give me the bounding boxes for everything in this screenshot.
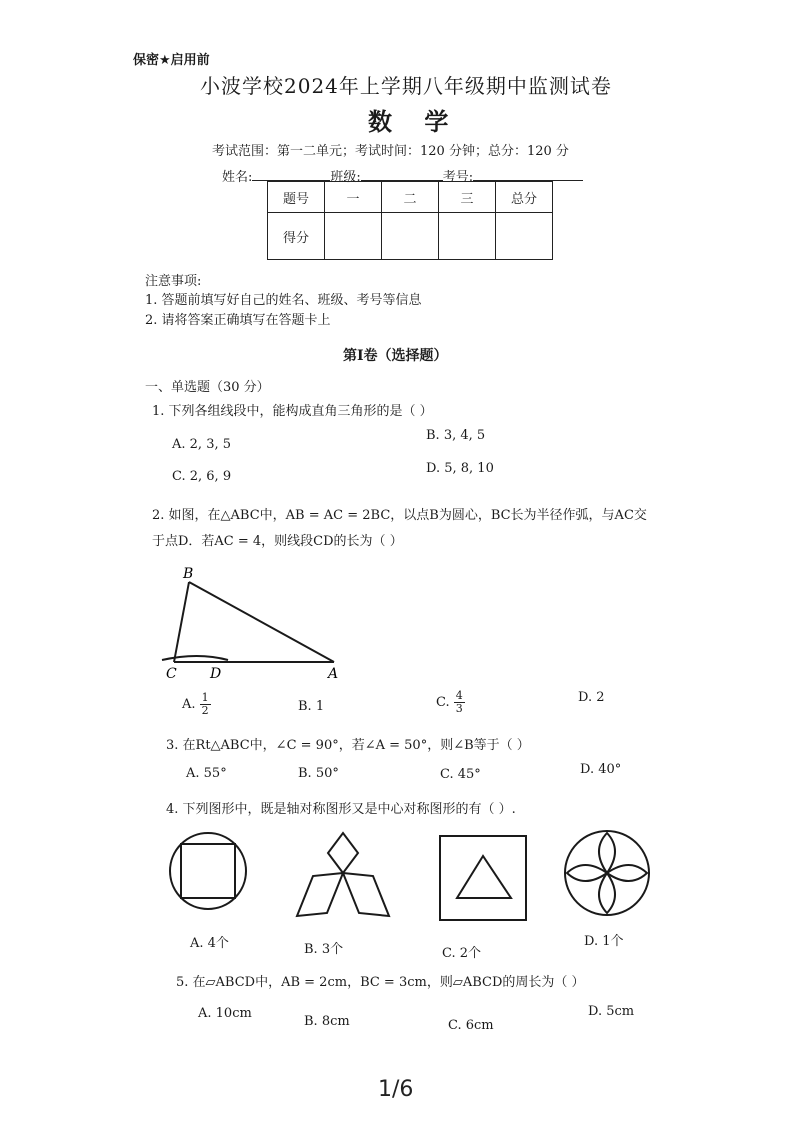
q4-option-c[interactable]: C. 2个 <box>442 946 482 961</box>
id-blank[interactable] <box>473 168 583 181</box>
q2-option-c-letter: C. <box>436 695 450 710</box>
denominator: 3 <box>455 702 463 715</box>
q1-option-d[interactable]: D. 5, 8, 10 <box>426 461 494 476</box>
question-4-stem: 4. 下列图形中，既是轴对称图形又是中心对称图形的有（ ）. <box>166 802 516 817</box>
fraction-four-thirds <box>454 690 465 715</box>
score-cell[interactable] <box>325 213 382 260</box>
q5-option-c[interactable]: C. 6cm <box>448 1018 494 1033</box>
denominator: 2 <box>201 704 209 717</box>
note-item: 2. 请将答案正确填写在答题卡上 <box>145 313 331 328</box>
q1-option-c[interactable]: C. 2, 6, 9 <box>172 469 232 484</box>
q5-option-d[interactable]: D. 5cm <box>588 1004 635 1019</box>
q4-figures <box>165 828 665 928</box>
side-bc <box>174 582 189 662</box>
score-header-cell: 一 <box>325 182 382 213</box>
q2-option-a-letter: A. <box>182 697 196 712</box>
q2-option-a[interactable] <box>182 692 211 717</box>
score-row-label: 得分 <box>268 213 325 260</box>
score-cell[interactable] <box>382 213 439 260</box>
circle-with-square-icon <box>170 833 246 909</box>
label-d: D <box>210 666 222 682</box>
class-label: 班级: <box>330 170 361 185</box>
numerator: 1 <box>201 691 209 704</box>
question-2-stem-line1: 2. 如图，在△ABC中，AB = AC = 2BC，以点B为圆心，BC长为半径作弧，与AC交 <box>152 508 647 523</box>
score-table-header-row <box>268 182 553 213</box>
triangle-figure <box>158 560 358 685</box>
q2-option-c[interactable] <box>436 690 465 715</box>
circle-with-petals-icon <box>565 831 649 915</box>
square-with-triangle-icon <box>440 836 526 920</box>
part-title: 第I卷（选择题） <box>343 348 448 364</box>
exam-title: 小波学校2024年上学期八年级期中监测试卷 <box>200 74 612 98</box>
note-item: 1. 答题前填写好自己的姓名、班级、考号等信息 <box>145 293 422 308</box>
q3-option-b[interactable]: B. 50° <box>298 766 339 781</box>
q5-option-a[interactable]: A. 10cm <box>198 1006 252 1021</box>
q3-option-d[interactable]: D. 40° <box>580 762 622 777</box>
question-5-stem: 5. 在▱ABCD中，AB = 2cm，BC = 3cm，则▱ABCD的周长为（ ） <box>176 975 585 990</box>
score-cell[interactable] <box>439 213 496 260</box>
score-table-row <box>268 213 553 260</box>
q2-option-b[interactable]: B. 1 <box>298 699 325 714</box>
score-table <box>267 181 553 260</box>
q1-option-b[interactable]: B. 3, 4, 5 <box>426 428 486 443</box>
q1-option-a[interactable]: A. 2, 3, 5 <box>172 437 231 452</box>
id-label: 考号: <box>442 170 474 185</box>
notes-title: 注意事项: <box>145 274 202 289</box>
q4-option-a[interactable]: A. 4个 <box>190 936 229 951</box>
question-1-stem: 1. 下列各组线段中，能构成直角三角形的是（ ） <box>152 404 433 419</box>
question-3-stem: 3. 在Rt△ABC中，∠C = 90°，若∠A = 50°，则∠B等于（ ） <box>166 738 530 753</box>
q2-option-d[interactable]: D. 2 <box>578 690 605 705</box>
name-label: 姓名: <box>222 170 253 185</box>
score-header-cell: 总分 <box>496 182 553 213</box>
score-header-cell: 二 <box>382 182 439 213</box>
label-b: B <box>183 566 194 582</box>
q3-option-c[interactable]: C. 45° <box>440 767 481 782</box>
question-2-stem-line2: 于点D．若AC = 4，则线段CD的长为（ ） <box>152 534 403 549</box>
q4-option-d[interactable]: D. 1个 <box>584 934 624 949</box>
fraction-one-half <box>200 692 211 717</box>
side-ba <box>189 582 334 662</box>
arc-mark <box>162 656 228 660</box>
q5-option-b[interactable]: B. 8cm <box>304 1014 350 1029</box>
score-header-cell: 三 <box>439 182 496 213</box>
q3-option-a[interactable]: A. 55° <box>186 766 227 781</box>
name-blank[interactable] <box>252 168 330 181</box>
label-a: A <box>328 666 339 682</box>
score-header-cell: 题号 <box>268 182 325 213</box>
numerator: 4 <box>455 689 463 702</box>
label-c: C <box>166 666 177 682</box>
exam-info: 考试范围：第一二单元；考试时间：120 分钟；总分：120 分 <box>212 144 569 159</box>
section-title: 一、单选题（30 分） <box>145 380 270 395</box>
confidential-stamp: 保密★启用前 <box>133 53 210 68</box>
subject-title: 数 学 <box>368 107 461 136</box>
class-blank[interactable] <box>361 168 443 181</box>
q4-option-b[interactable]: B. 3个 <box>304 942 344 957</box>
three-rhombus-icon <box>297 833 389 916</box>
score-cell[interactable] <box>496 213 553 260</box>
page-number: 1/6 <box>378 1077 414 1102</box>
